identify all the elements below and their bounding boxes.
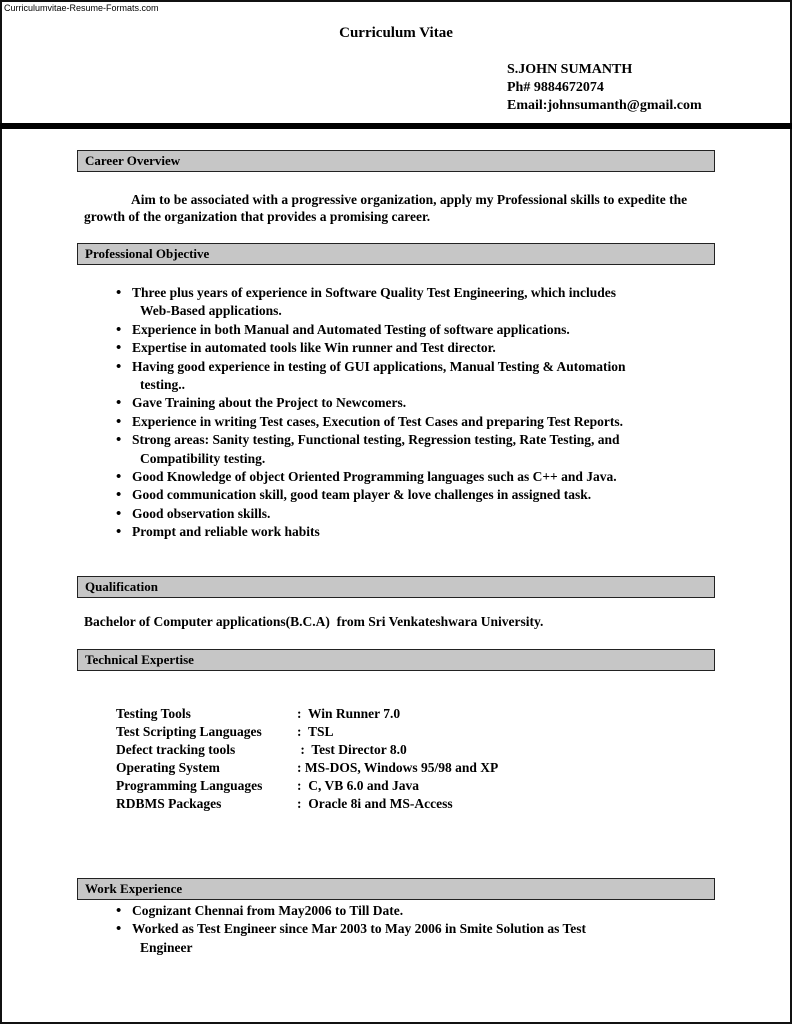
list-item-text: Three plus years of experience in Software Quality Test Engineering, which includes: [132, 285, 617, 300]
section-header-professional-objective: Professional Objective: [77, 243, 715, 265]
watermark: Curriculumvitae-Resume-Formats.com: [4, 3, 159, 13]
tech-value: : Test Director 8.0: [297, 742, 407, 757]
list-item-text: Experience in both Manual and Automated Testing of software applications.: [132, 321, 570, 337]
list-item-text: Prompt and reliable work habits: [132, 524, 320, 540]
table-row: [116, 705, 498, 723]
contact-block: [507, 61, 702, 115]
list-item-text: Cognizant Chennai from May2006 to Till Date.: [132, 903, 404, 918]
list-item: [116, 431, 716, 468]
list-item-text: Strong areas: Sanity testing, Functional testing, Regression testing, Rate Testing, and: [132, 432, 620, 448]
tech-value: : TSL: [297, 724, 334, 739]
qualification-text: Bachelor of Computer applications(B.C.A) from Sri Venkateshwara University.: [84, 614, 544, 629]
list-item-continuation: testing..: [140, 377, 185, 393]
table-row: [116, 795, 498, 813]
tech-label: RDBMS Packages: [116, 796, 222, 811]
tech-value: : Win Runner 7.0: [297, 706, 401, 721]
document-title: Curriculum Vitae: [339, 25, 453, 41]
list-item: [116, 321, 716, 339]
list-item: [116, 394, 716, 412]
section-header-technical-expertise: Technical Expertise: [77, 649, 715, 671]
list-item: [116, 486, 716, 504]
list-item-text: Good communication skill, good team player & love challenges in assigned task.: [132, 487, 592, 503]
list-item-text: Worked as Test Engineer since Mar 2003 to May 2006 in Smite Solution as Test: [132, 921, 587, 937]
list-item: [116, 902, 716, 920]
list-item: [116, 358, 716, 395]
table-row: [116, 777, 498, 795]
career-overview-text: Aim to be associated with a progressive organization, apply my Professional skills to expedite the growth of the organization that provides a promising career.: [84, 192, 688, 224]
work-experience-list: [116, 902, 716, 957]
list-item: [116, 468, 716, 486]
section-header-qualification: Qualification: [77, 576, 715, 598]
list-item-text: Having good experience in testing of GUI applications, Manual Testing & Automation: [132, 358, 626, 374]
list-item: [116, 505, 716, 523]
list-item: [116, 284, 716, 321]
table-row: [116, 741, 498, 759]
contact-name: S.JOHN SUMANTH: [507, 62, 633, 77]
professional-objective-list: [116, 284, 716, 542]
list-item: [116, 523, 716, 541]
list-item-continuation: Web-Based applications.: [140, 303, 282, 319]
list-item-text: Good Knowledge of object Oriented Programming languages such as C++ and Java.: [132, 469, 617, 485]
list-item-continuation: Engineer: [140, 939, 193, 955]
list-item: [116, 339, 716, 357]
list-item-text: Gave Training about the Project to Newcomers.: [132, 395, 407, 411]
list-item: [116, 413, 716, 431]
section-header-career-overview: Career Overview: [77, 150, 715, 172]
tech-label: Test Scripting Languages: [116, 724, 262, 739]
contact-phone: Ph# 9884672074: [507, 80, 604, 95]
table-row: [116, 723, 498, 741]
tech-label: Operating System: [116, 760, 220, 775]
list-item-text: Good observation skills.: [132, 505, 271, 521]
tech-value: : C, VB 6.0 and Java: [297, 778, 420, 793]
list-item: [116, 920, 716, 957]
list-item-text: Expertise in automated tools like Win runner and Test director.: [132, 340, 496, 356]
header-divider: [0, 123, 792, 129]
tech-value: : MS-DOS, Windows 95/98 and XP: [297, 760, 499, 775]
tech-value: : Oracle 8i and MS-Access: [297, 796, 453, 811]
section-header-work-experience: Work Experience: [77, 878, 715, 900]
contact-email: Email:johnsumanth@gmail.com: [507, 98, 702, 113]
tech-label: Programming Languages: [116, 778, 263, 793]
tech-label: Defect tracking tools: [116, 742, 236, 757]
tech-label: Testing Tools: [116, 706, 191, 721]
list-item-continuation: Compatibility testing.: [140, 450, 266, 466]
technical-expertise-table: [116, 705, 498, 813]
table-row: [116, 759, 498, 777]
list-item-text: Experience in writing Test cases, Execution of Test Cases and preparing Test Reports.: [132, 413, 624, 429]
